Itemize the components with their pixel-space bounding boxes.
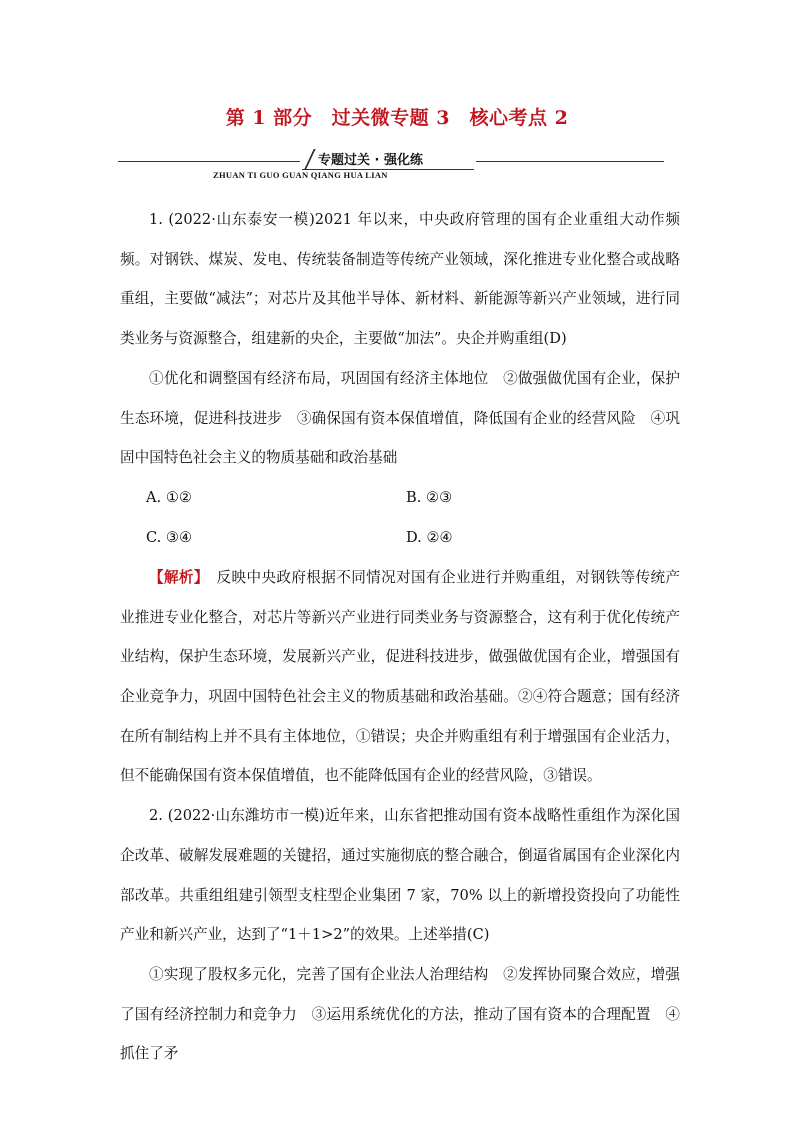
option-b: B. ②③ [406,488,453,506]
page-title: 第 1 部分 过关微专题 3 核心考点 2 [225,107,569,129]
analysis-label: 【解析】 [149,568,202,586]
analysis-text: 反映中央政府根据不同情况对国有企业进行并购重组，对钢铁等传统产业推进专业化整合，对芯片等新兴产业进行同类业务与资源整合，这有利于优化传统产业结构，保护生态环境，发展新兴产业，促进科技进步，做强做优国有企业，增强国有企业竞争力，巩固中国特色社会主义的物质基础和政治基础。②④符合题意；国有经济在所有制结构上并不具有主体地位，①错误；央企并购重组有利于增强国有企业活力，但不能确保国有资本保值增值，也不能降低国有企业的经营风险，③错误。 [120,568,680,785]
question-2-statements: ①实现了股权多元化，完善了国有企业法人治理结构 ②发挥协同聚合效应，增强了国有经济控制力和竞争力 ③运用系统优化的方法，推动了国有资本的合理配置 ④抓住了矛 [120,965,680,1063]
document-body [120,200,680,1074]
banner-label-box [302,149,474,170]
question-1-statements: ①优化和调整国有经济布局，巩固国有经济主体地位 ②做强做优国有企业，保护生态环境，促进科技进步 ③确保国有资本保值增值，降低国有企业的经营风险 ④巩固中国特色社会主义的物质基础和政治基础 [120,369,680,467]
option-c: C. ③④ [146,528,193,546]
section-banner [118,147,664,183]
question-1-stem: 1. (2022·山东泰安一模)2021 年以来，中央政府管理的国有企业重组大动作频频。对钢铁、煤炭、发电、传统装备制造等传统产业领域，深化推进专业化整合或战略重组，主要做“减法”；对芯片及其他半导体、新材料、新能源等新兴产业领域，进行同类业务与资源整合，组建新的央企，主要做“加法”。央企并购重组(D) [120,211,680,348]
question-1-options [120,478,680,558]
option-a: A. ①② [146,488,192,506]
question-1-analysis [120,558,680,796]
banner-rule-left [118,161,300,162]
banner-pinyin: ZHUAN TI GUO GUAN QIANG HUA LIAN [213,170,388,180]
question-2-stem: 2. (2022·山东潍坊市一模)近年来，山东省把推动国有资本战略性重组作为深化国企改革、破解发展难题的关键招，通过实施彻底的整合融合，倒逼省属国有企业深化内部改革。共重组组建引领型支柱型企业集团 7 家，70% 以上的新增投资投向了功能性产业和新兴产业，达到了“1＋1>2”的效果。上述举措(C) [120,807,680,944]
banner-label: 专题过关 · 强化练 [318,153,423,168]
option-d: D. ②④ [406,528,453,546]
banner-rule-right [476,161,664,162]
